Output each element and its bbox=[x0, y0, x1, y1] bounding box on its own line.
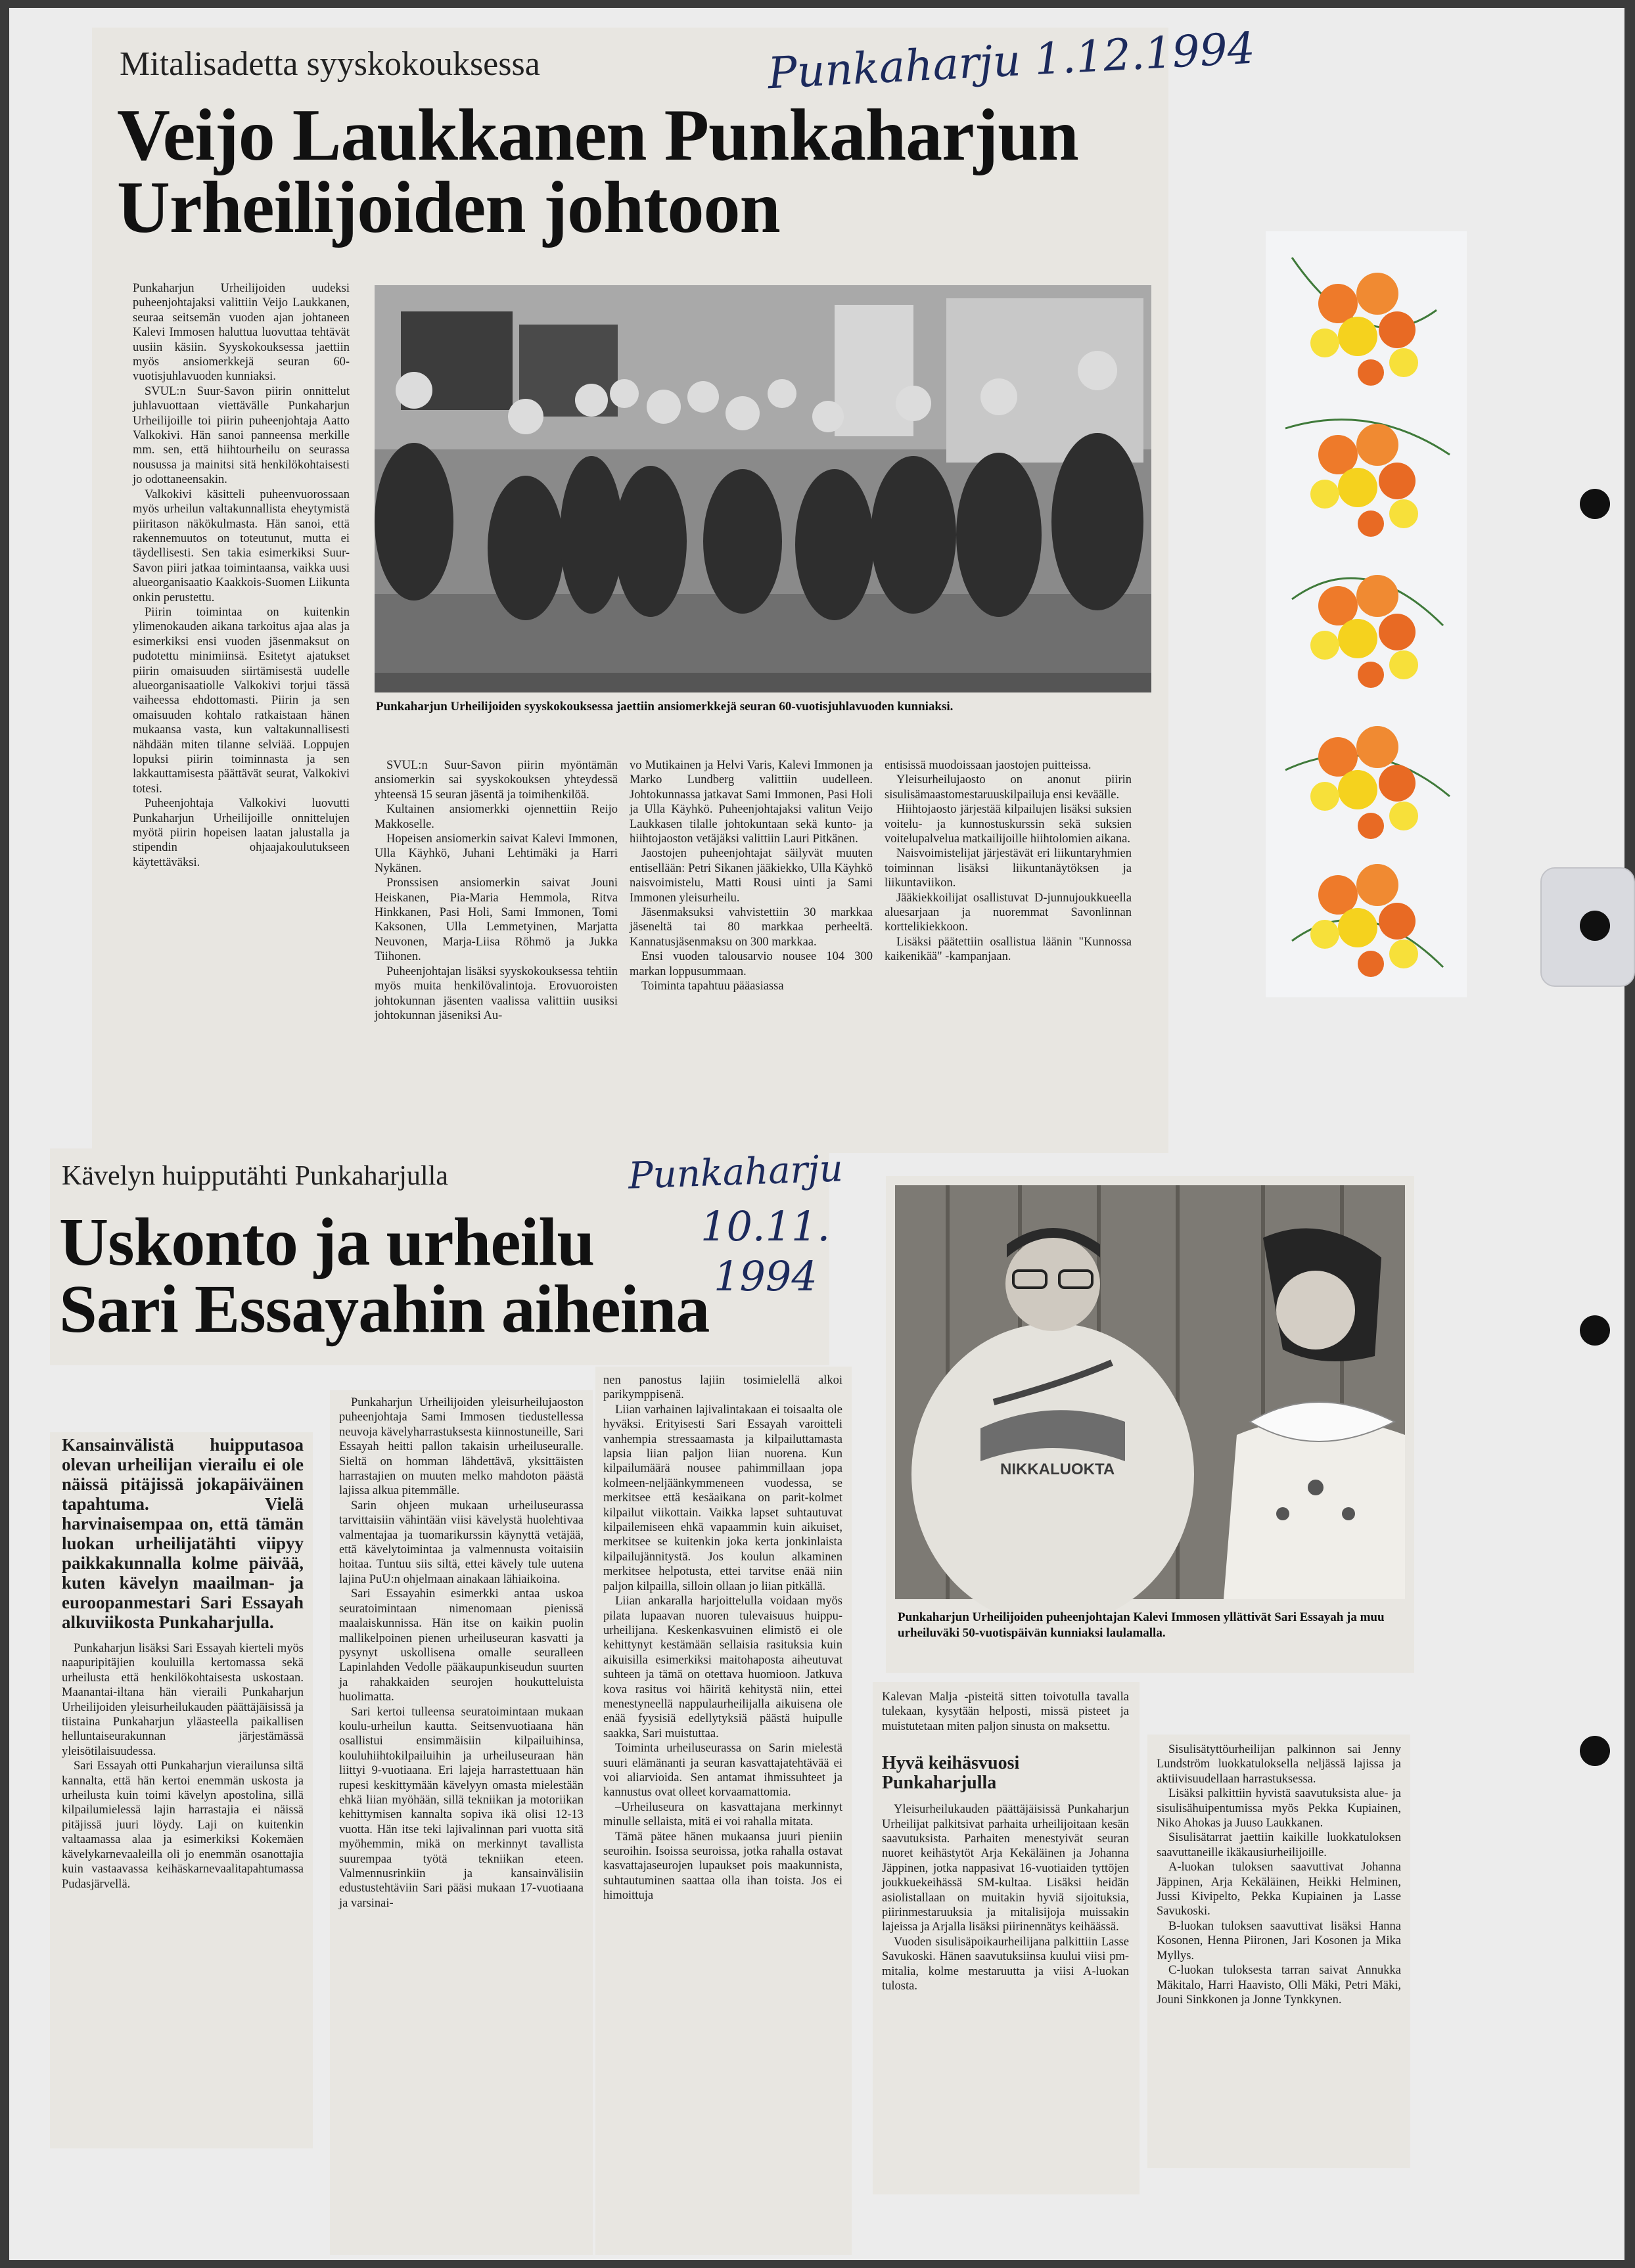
flower-garland-illustration bbox=[1266, 231, 1467, 997]
birthday-photo-illustration bbox=[895, 1185, 1405, 1599]
headline-line-2: Urheilijoiden johtoon bbox=[117, 166, 780, 248]
paragraph: Liian varhainen lajivalintakaan ei toisaalta ole hyväksi. Erityisesti Sari Essayah varoitteli vanhempia stressaamasta ja kilpailuttamasta lapsia liian paljon liian nuorena. Kun kilpailumäärä nousee pahimmillaan jopa kolmeen-neljäänkymmeneen vuodessa, se merkitsee että kesäaikana on parit-kolmet kilpailut viikottain. Vaikka lapset suhtautuvat kilpailemiseen ehkä vapaammin kuin aikuiset, merkitsee se kuitenkin joka kerta jonkinlaista kilpailujännitystä. Jos koulun alkaminen merkitsee helpotusta, ettei tarvitse enää niin paljon kilpailla, silloin ollaan jo liian pitkällä. bbox=[603, 1403, 842, 1593]
group-photo-illustration bbox=[375, 285, 1151, 692]
paragraph: Puheenjohtajan lisäksi syyskokouksessa tehtiin myös muita henkilövalintoja. Erovuoroisten johtokunnan jäsenten vaalissa valittiin uusiksi johtokunnan jäseniksi Au- bbox=[375, 964, 618, 1022]
article-column-4 bbox=[885, 758, 1132, 1146]
group-photo bbox=[375, 285, 1151, 692]
paragraph: Tämä pätee hänen mukaansa juuri pieniin seuroihin. Isoissa seuroissa, jotka rahalla ostavat kasvattajaseurojen lupaukset pois maakunnista, suhtautuminen saattaa olla ihan toista. Jos ei himoittuja bbox=[603, 1830, 842, 1903]
article-keihasvuosi-column-1 bbox=[873, 1682, 1140, 2194]
paragraph: Yleisurheilukauden päättäjäisissä Punkaharjun Urheilijat palkitsivat parhaita urheilijoitaan kesän saavutuksista. Parhaiten menestyivät seuran nuoret keihästytöt Arja Kekäläinen ja Johanna Jäppinen, jotka nappasivat 16-vuotiaiden tyttöjen joukkuekeihässä SM-kultaa. Lisäksi heidän asiolistallaan on muitakin hyviä sijoituksia, piirinmestaruuksia ja mitalisijoja muissakin lajeissa ja Arjalla lisäksi piirinennätys keihäässä. bbox=[882, 1803, 1129, 1934]
paragraph: Liian ankaralla harjoittelulla voidaan myös pilata lupaavan nuoren tulevaisuus huippu-urheilijana. Keskenkasvuinen elimistö ei ole kehittynyt kestämään sellaisia rasituksia kuin aikuisilla esimerkiksi maitohaposta aiheutuvat suhteen ja tämä on otettava huomioon. Jatkuva kova rasitus voi häiritä kehitystä niin, ettei menestyneellä nappulaurheilijalla aikuisena ole enää fyysisiä edellytyksiä päästä huipulle saakka, Sari muistuttaa. bbox=[603, 1595, 842, 1740]
paragraph: Lisäksi päätettiin osallistua läänin "Kunnossa kaikenikää" -kampanjaan. bbox=[885, 935, 1132, 964]
binder-hole bbox=[1580, 911, 1610, 941]
binder-hole bbox=[1580, 1315, 1610, 1346]
paragraph: Toiminta tapahtuu pääasiassa bbox=[641, 980, 784, 993]
paragraph: Lisäksi palkittiin hyvistä saavutuksista alue- ja sisulisähuipentumissa myös Pekka Kupiainen, Niko Ahokas ja Juuso Laukkanen. bbox=[1157, 1787, 1401, 1830]
article-essayah-column-3 bbox=[595, 1367, 852, 2255]
paragraph: Vuoden sisulisäpoikaurheilijana palkittiin Lasse Savukoski. Hänen saavutuksiinsa kuului viisi pm-mitalia, kolme mestaruutta ja viisi A-luokan tulosta. bbox=[882, 1935, 1129, 1993]
article-keihasvuosi-column-2 bbox=[1147, 1735, 1410, 2168]
article-column-3 bbox=[630, 758, 873, 1146]
article-column-1 bbox=[882, 1690, 1129, 2189]
binder-hole bbox=[1580, 1736, 1610, 1766]
birthday-photo bbox=[895, 1185, 1405, 1599]
paragraph: Sarin ohjeen mukaan urheiluseurassa tarvittaisiin vähintään viisi kävelystä huolehtivaa valmentajaa ja tuomarikurssin käynyttä vetäjää, että kävelytoimintaa ja valmennusta voitaisiin hoitaa. Tuntuu siis siltä, ettei kävely tule uutena lajina PuU:n ohjelmaan ainakaan lähiaikoina. bbox=[339, 1499, 584, 1586]
paragraph: Yleisurheilujaosto on anonut piirin sisulisämaastomestaruuskilpailuja ensi keväälle. bbox=[885, 773, 1132, 802]
paragraph: vo Mutikainen ja Helvi Varis, Kalevi Immonen ja Marko Lundberg valittiin uudelleen. Johtokunnassa jatkavat Sami Immonen, Pasi Holi ja Ulla Käyhkö. Puheenjohtajaksi valitun Veijo Laukkasen tilalle johtokuntaan sekä kunto- ja hiihtojaoston vetäjäksi valittiin Lauri Pitkänen. bbox=[630, 759, 873, 846]
paragraph: nen panostus lajiin tosimielellä alkoi parikymppisenä. bbox=[603, 1374, 842, 1402]
article-essayah-column-1 bbox=[50, 1432, 313, 2148]
handwritten-note-date: 10.11. bbox=[701, 1202, 831, 1250]
floral-border-decoration bbox=[1266, 231, 1467, 997]
handwritten-date-note: Punkaharju 1.12.1994 bbox=[766, 22, 1256, 99]
paragraph: Punkaharjun lisäksi Sari Essayah kierteli myös naapuripitäjien kouluilla kertomassa sekä urheilusta että henkilökohtaisesta uskostaan. Maanantai-iltana hän vieraili Punkaharjun Urheilijoiden yleisurheilukauden päättäjäisissä ja tiistaina Punkaharjun yläasteella paikallisen helluntaiseurakunnan järjestämässä yleisötilaisuudessa. bbox=[62, 1642, 304, 1758]
group-photo-caption: Punkaharjun Urheilijoiden syyskokouksessa jaettiin ansiomerkkejä seuran 60-vuotisjuhlavuoden kunniaksi. bbox=[376, 700, 954, 714]
paragraph: B-luokan tuloksen saavuttivat lisäksi Hanna Kosonen, Henna Piironen, Jari Kosonen ja Mika Myllys. bbox=[1157, 1919, 1401, 1962]
handwritten-note-year: 1994 bbox=[714, 1252, 818, 1300]
paragraph: Pronssisen ansiomerkin saivat Jouni Heiskanen, Pia-Maria Hemmola, Ritva Hinkkanen, Pasi Holi, Sami Immonen, Tomi Kaksonen, Ulla Lemmetyinen, Marjatta Neuvonen, Marja-Liisa Röhmö ja Jukka Tiihonen. bbox=[375, 876, 618, 964]
paragraph: Punkaharjun Urheilijoiden yleisurheilujaoston puheenjohtaja Sami Immosen tiedustellessa neuvoja kävelyharrastuksesta kiinnostuneille, Sari Essayah heitti pallon takaisin urheiluseuralle. Sieltä on homman lähdettävä, yksittäisten harrastajien on muuten melko mahdoton päästä lajissa alkua pitemmälle. bbox=[339, 1396, 584, 1498]
paragraph: Kalevan Malja -pisteitä sitten toivotulla tavalla tulekaan, kysytään helposti, missä pisteet ja muistutetaan miten paljon sinusta on maksettu. bbox=[882, 1690, 1129, 1733]
birthday-photo-caption: Punkaharjun Urheilijoiden puheenjohtajan Kalevi Immosen yllättivät Sari Essayah ja muu urheiluväki 50-vuotispäivän kunniaksi laulamalla. bbox=[898, 1610, 1385, 1640]
paragraph: Jaostojen puheenjohtajat säilyvät muuten entisellään: Petri Sikanen jääkiekko, Ulla Käyhkö naisvoimistelu, Matti Rousi uinti ja Sami Immonen yleisurheilu. bbox=[630, 847, 873, 905]
article-column-1 bbox=[133, 281, 350, 1146]
article-subhead: Hyvä keihäsvuosi Punkaharjulla bbox=[882, 1753, 1020, 1794]
article-column-2 bbox=[375, 758, 618, 1146]
paragraph: Toiminta urheiluseurassa on Sarin mielestä suuri elämänanti ja seuran kasvattajatehtävää ei voi aliarvioida. Sen antamat ihmissuhteet ja kannustus ovat olleet korvaamattomia. bbox=[603, 1742, 842, 1800]
paragraph: Jäsenmaksuksi vahvistettiin 30 markkaa jäseneltä tai 80 markkaa perheeltä. Kannatusjäsenmaksu on 300 markkaa. bbox=[630, 906, 873, 949]
paragraph: Sisulisätyttöurheilijan palkinnon sai Jenny Lundström luokkatuloksella neljässä lajissa ja aktiivisuudellaan harrastuksessa. bbox=[1157, 1743, 1401, 1786]
article-column-3 bbox=[603, 1373, 842, 2251]
paragraph: –Urheiluseura on kasvattajana merkinnyt minulle sellaista, mitä ei voi rahalla mitata. bbox=[603, 1800, 842, 1829]
paragraph: SVUL:n Suur-Savon piirin myöntämän ansiomerkin sai syyskokouksen yhteydessä yhteensä 15 seuran jäsentä ja toimihenkilöä. bbox=[375, 759, 618, 802]
paragraph: Puheenjohtaja Valkokivi luovutti Punkaharjun Urheilijoille onnittelujen myötä piirin hopeisen laatan jalustalla ja stipendin ohjaajakoulutukseen käytettäväksi. bbox=[133, 797, 350, 869]
sweater-print-text: NIKKALUOKTA bbox=[1000, 1461, 1115, 1478]
headline-line-2: Sari Essayahin aiheina bbox=[59, 1271, 710, 1347]
paragraph: Sari kertoi tulleensa seuratoimintaan mukaan koulu-urheilun kautta. Seitsenvuotiaana hän osallistui ensimmäisiin kilpailuihinsa, kouluhiihtokilpailuihin ja urheiluseuraan hän liittyi 9-vuotiaana. Eri lajeja harrastettuaan hän rupesi keskittymään kävelyyn omasta mielestään ehkä liian myöhään, sillä tekniikan ja motoriikan kehittymisen kannalta sopiva ikä olisi 12-13 vuotta. Hän itse teki lajivalinnan pari vuotta sitä myöhemmin, mikä on merkinnyt tavallista suurempaa työtä tekniikan eteen. Valmennusrinkiin ja kansainvälisiin edustustehtäviin Sari pääsi mukaan 17-vuotiaana ja varsinai- bbox=[339, 1705, 584, 1910]
paragraph: Hiihtojaosto järjestää kilpailujen lisäksi suksien voitelu- ja kunnostuskurssin sekä suksien voitelupalvelua matkailijoille hiihtolomien aikana. bbox=[885, 803, 1132, 846]
paragraph: Piirin toimintaa on kuitenkin ylimenokauden aikana tarkoitus ajaa alas ja esimerkiksi ensi vuoden jäsenmaksut on pudotettu minimiinsä. Esitetyt ajatukset piirin omaisuuden siirtämisestä uudelle alueorganisaatiolle Valkokivi torjui tässä vaiheessa ehdottomasti. Piirin ja sen omaisuuden kohtalo ratkaistaan hänen mukaansa vasta, kun valtakunnallisesti nähdään miten tilanne selviää. Loppujen lopuksi piirin toiminnasta ja sen lakkauttamisesta päättävät seurat, Valkokivi totesi. bbox=[133, 605, 350, 796]
handwritten-note-place: Punkaharju bbox=[627, 1147, 844, 1198]
scrapbook-page bbox=[9, 8, 1624, 2260]
article-clipping-laukkanen bbox=[92, 22, 1256, 1153]
paragraph: Sisulisätarrat jaettiin kaikille luokkatuloksen saavuttaneille ikäkausiurheilijoille. bbox=[1157, 1831, 1401, 1859]
paragraph: SVUL:n Suur-Savon piirin onnittelut juhlavuottaan viettävälle Punkaharjun Urheilijoille toi piirin puheenjohtaja Aatto Valkokivi. Hän sanoi panneensa merkille mm. sen, että hiihtourheilu on seurassa nousussa ja mainitsi sitä henkilökohtaisesti jo odottaneensakin. bbox=[133, 384, 350, 487]
paragraph: Valkokivi käsitteli puheenvuorossaan myös urheilun valtakunnallista eheytymistä piiritason näkökulmasta. Hän sanoi, että rakennemuutos on toteutunut, mutta ei täydellisesti. Sen takia esimerkiksi Suur-Savon piiri jatkaa toimintaansa, vaikka uusi alueorganisaatio Kaakkois-Suomen Liikunta onkin perustettu. bbox=[133, 488, 350, 604]
article-headline bbox=[117, 95, 1155, 248]
paragraph: A-luokan tuloksen saavuttivat Johanna Jäppinen, Arja Kekäläinen, Heikki Helminen, Jussi Kivipelto, Pekka Kupiainen ja Lasse Savukoski. bbox=[1157, 1861, 1401, 1918]
article-column-2 bbox=[339, 1395, 584, 2250]
headline-line-1: Veijo Laukkanen Punkaharjun bbox=[117, 95, 1078, 176]
binder-hole bbox=[1580, 489, 1610, 519]
lead-paragraph: Kansainvälistä huipputasoa olevan urheilijan vierailu ei ole näissä pitäjissä jokapäiväinen tapahtuma. Vielä harvinaisempaa on, että tämän luokan urheilijatähti viipyy paikkakunnalla kolme päivää, kuten kävelyn maailman- ja euroopanmestari Sari Essayah alkuviikosta Punkaharjulla. bbox=[62, 1435, 304, 1632]
article-essayah-column-2 bbox=[330, 1390, 593, 2255]
headline-line-1: Uskonto ja urheilu bbox=[59, 1204, 595, 1280]
article-kicker: Kävelyn huipputähti Punkaharjulla bbox=[62, 1161, 448, 1191]
paragraph: entisissä muodoissaan jaostojen puitteissa. bbox=[885, 759, 1092, 772]
paragraph: Kultainen ansiomerkki ojennettiin Reijo Makkoselle. bbox=[375, 803, 618, 831]
paragraph: Punkaharjun Urheilijoiden uudeksi puheenjohtajaksi valittiin Veijo Laukkanen, seuraa seitsemän vuoden ajan johtaneen Kalevi Immosen haluttua luovuttaa tehtävät uusiin käsiin. Syyskokouksessa jaettiin myös ansiomerkkejä seuran 60-vuotisjuhlavuoden kunniaksi. bbox=[133, 282, 350, 384]
flower-bunch bbox=[1310, 273, 1418, 386]
paragraph: Ensi vuoden talousarvio nousee 104 300 markan loppusummaan. bbox=[630, 950, 873, 978]
photo-clipping-immonen bbox=[886, 1176, 1414, 1673]
article-kicker: Mitalisadetta syyskokouksessa bbox=[120, 45, 540, 83]
article-column-1 bbox=[62, 1435, 304, 2144]
paragraph: C-luokan tuloksesta tarran saivat Annukka Mäkitalo, Harri Haavisto, Olli Mäki, Petri Mäki, Jouni Sinkkonen ja Jonne Tynkkynen. bbox=[1157, 1964, 1401, 2007]
paragraph: Naisvoimistelijat järjestävät eri liikuntaryhmien toiminnan lisäksi liikuntanäytöksen ja liikuntaviikon. bbox=[885, 847, 1132, 890]
paragraph: Sari Essayahin esimerkki antaa uskoa seuratoimintaan nimenomaan pienissä maalaiskunnissa. Hän itse on kaikin puolin mallikelpoinen pienen urheiluseuran kasvatti ja pysynyt uskollisena omalle seuralleen Lapinlahden Vedolle pääkaupunkiseudun suurten ja rahakkaiden seurojen houkutteluista huolimatta. bbox=[339, 1587, 584, 1704]
paragraph: Hopeisen ansiomerkin saivat Kalevi Immonen, Ulla Käyhkö, Juhani Lehtimäki ja Harri Nykänen. bbox=[375, 832, 618, 875]
article-headline bbox=[59, 1204, 828, 1347]
paragraph: Sari Essayah otti Punkaharjun vierailunsa siltä kannalta, että hän kertoi enemmän uskosta ja urheilusta kuin toimi kävelyn apostolina, sillä kilpailumielessä lajin harrastajia ei näissä pitäjissä juuri löydy. Laji on kuitenkin valtaamassa alaa ja esimerkiksi Kokemäen kävelykarnevaaleilla oli jo enemmän osanottajia kuin vastaavassa keihäskarnevaalitapahtumassa Pudasjärvellä. bbox=[62, 1759, 304, 1891]
article-clipping-essayah bbox=[50, 1147, 844, 1365]
article-column-2 bbox=[1157, 1742, 1401, 2163]
paragraph: Jääkiekkoilijat osallistuvat D-junnujoukkueella aluesarjaan ja nuoremmat Savonlinnan korttelikiekkoon. bbox=[885, 891, 1132, 934]
